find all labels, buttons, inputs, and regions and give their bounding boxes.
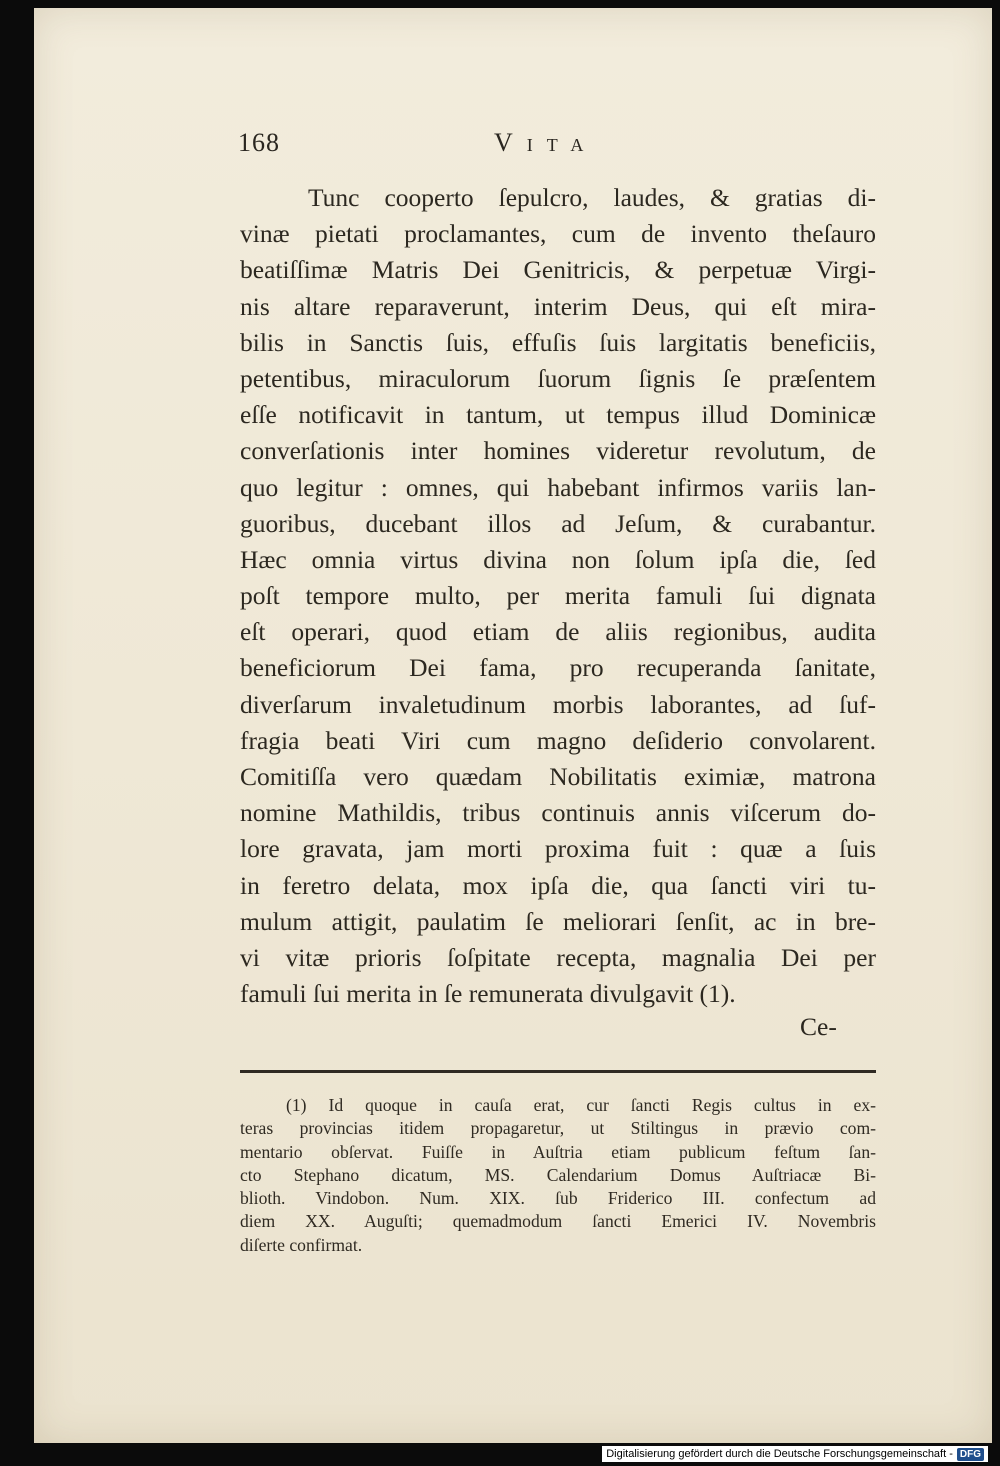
catchword: Ce- [800, 1012, 837, 1041]
footnote-line: mentario obſervat. Fuiſſe in Auſtria etiam publicum feſtum ſan- [240, 1141, 876, 1162]
text-line: guoribus, ducebant illos ad Jeſum, & curabantur. [240, 508, 876, 538]
text-line: bilis in Sanctis ſuis, effuſis ſuis largitatis beneficiis, [240, 327, 876, 357]
footnote-line: diſerte confirmat. [240, 1234, 363, 1255]
footnote-line: diem XX. Auguſti; quemadmodum ſancti Emerici IV. Novembris [240, 1211, 876, 1232]
text-line: vi vitæ prioris ſoſpitate recepta, magnalia Dei per [240, 942, 876, 972]
footnote-line: blioth. Vindobon. Num. XIX. ſub Friderico III. confectum ad [240, 1188, 876, 1209]
text-line: nis altare reparaverunt, interim Deus, qui eſt mira- [240, 291, 876, 321]
page-number: 168 [238, 128, 280, 157]
text-line: eſſe notificavit in tantum, ut tempus illud Dominicæ [240, 400, 876, 430]
running-head: Vita [494, 128, 598, 157]
text-line: mulum attigit, paulatim ſe meliorari ſenſit, ac in bre- [240, 906, 876, 936]
footnote-line: cto Stephano dicatum, MS. Calendarium Domus Auſtriacæ Bi- [240, 1164, 876, 1185]
digitization-credit [602, 1446, 988, 1462]
footnote-line: (1) Id quoque in cauſa erat, cur ſancti Regis cultus in ex- [286, 1095, 876, 1115]
footnote-line: teras provincias itidem propagaretur, ut Stiltingus in prævio com- [240, 1118, 876, 1139]
text-line: famuli ſui merita in ſe remunerata divulgavit (1). [240, 979, 736, 1009]
body-text [240, 180, 876, 1012]
text-line: nomine Mathildis, tribus continuis annis viſcerum do- [240, 798, 876, 828]
text-line: eſt operari, quod etiam de aliis regionibus, audita [240, 617, 876, 647]
text-line: converſationis inter homines videretur revolutum, de [240, 436, 876, 466]
footnote [240, 1094, 876, 1257]
dfg-logo-icon: DFG [957, 1448, 984, 1461]
footnote-divider [240, 1070, 876, 1073]
credit-text: Digitalisierung gefördert durch die Deutsche Forschungsgemeinschaft - [606, 1448, 953, 1460]
text-line: diverſarum invaletudinum morbis laborantes, ad ſuf- [240, 689, 876, 719]
text-line: fragia beati Viri cum magno deſiderio convolarent. [240, 725, 876, 755]
text-line: lore gravata, jam morti proxima fuit : quæ a ſuis [240, 834, 876, 864]
text-line: Hæc omnia virtus divina non ſolum ipſa die, ſed [240, 544, 876, 574]
text-line: quo legitur : omnes, qui habebant infirmos variis lan- [240, 472, 876, 502]
text-line: Tunc cooperto ſepulcro, laudes, & gratias di- [308, 183, 876, 212]
text-line: in feretro delata, mox ipſa die, qua ſancti viri tu- [240, 870, 876, 900]
text-line: beneficiorum Dei fama, pro recuperanda ſanitate, [240, 653, 876, 683]
text-line: petentibus, miraculorum ſuorum ſignis ſe præſentem [240, 363, 876, 393]
text-line: poſt tempore multo, per merita famuli ſui dignata [240, 581, 876, 611]
page-header [238, 128, 878, 164]
text-line: Comitiſſa vero quædam Nobilitatis eximiæ, matrona [240, 762, 876, 791]
text-line: vinæ pietati proclamantes, cum de invento theſauro [240, 219, 876, 249]
text-line: beatiſſimæ Matris Dei Genitricis, & perpetuæ Virgi- [240, 255, 876, 285]
